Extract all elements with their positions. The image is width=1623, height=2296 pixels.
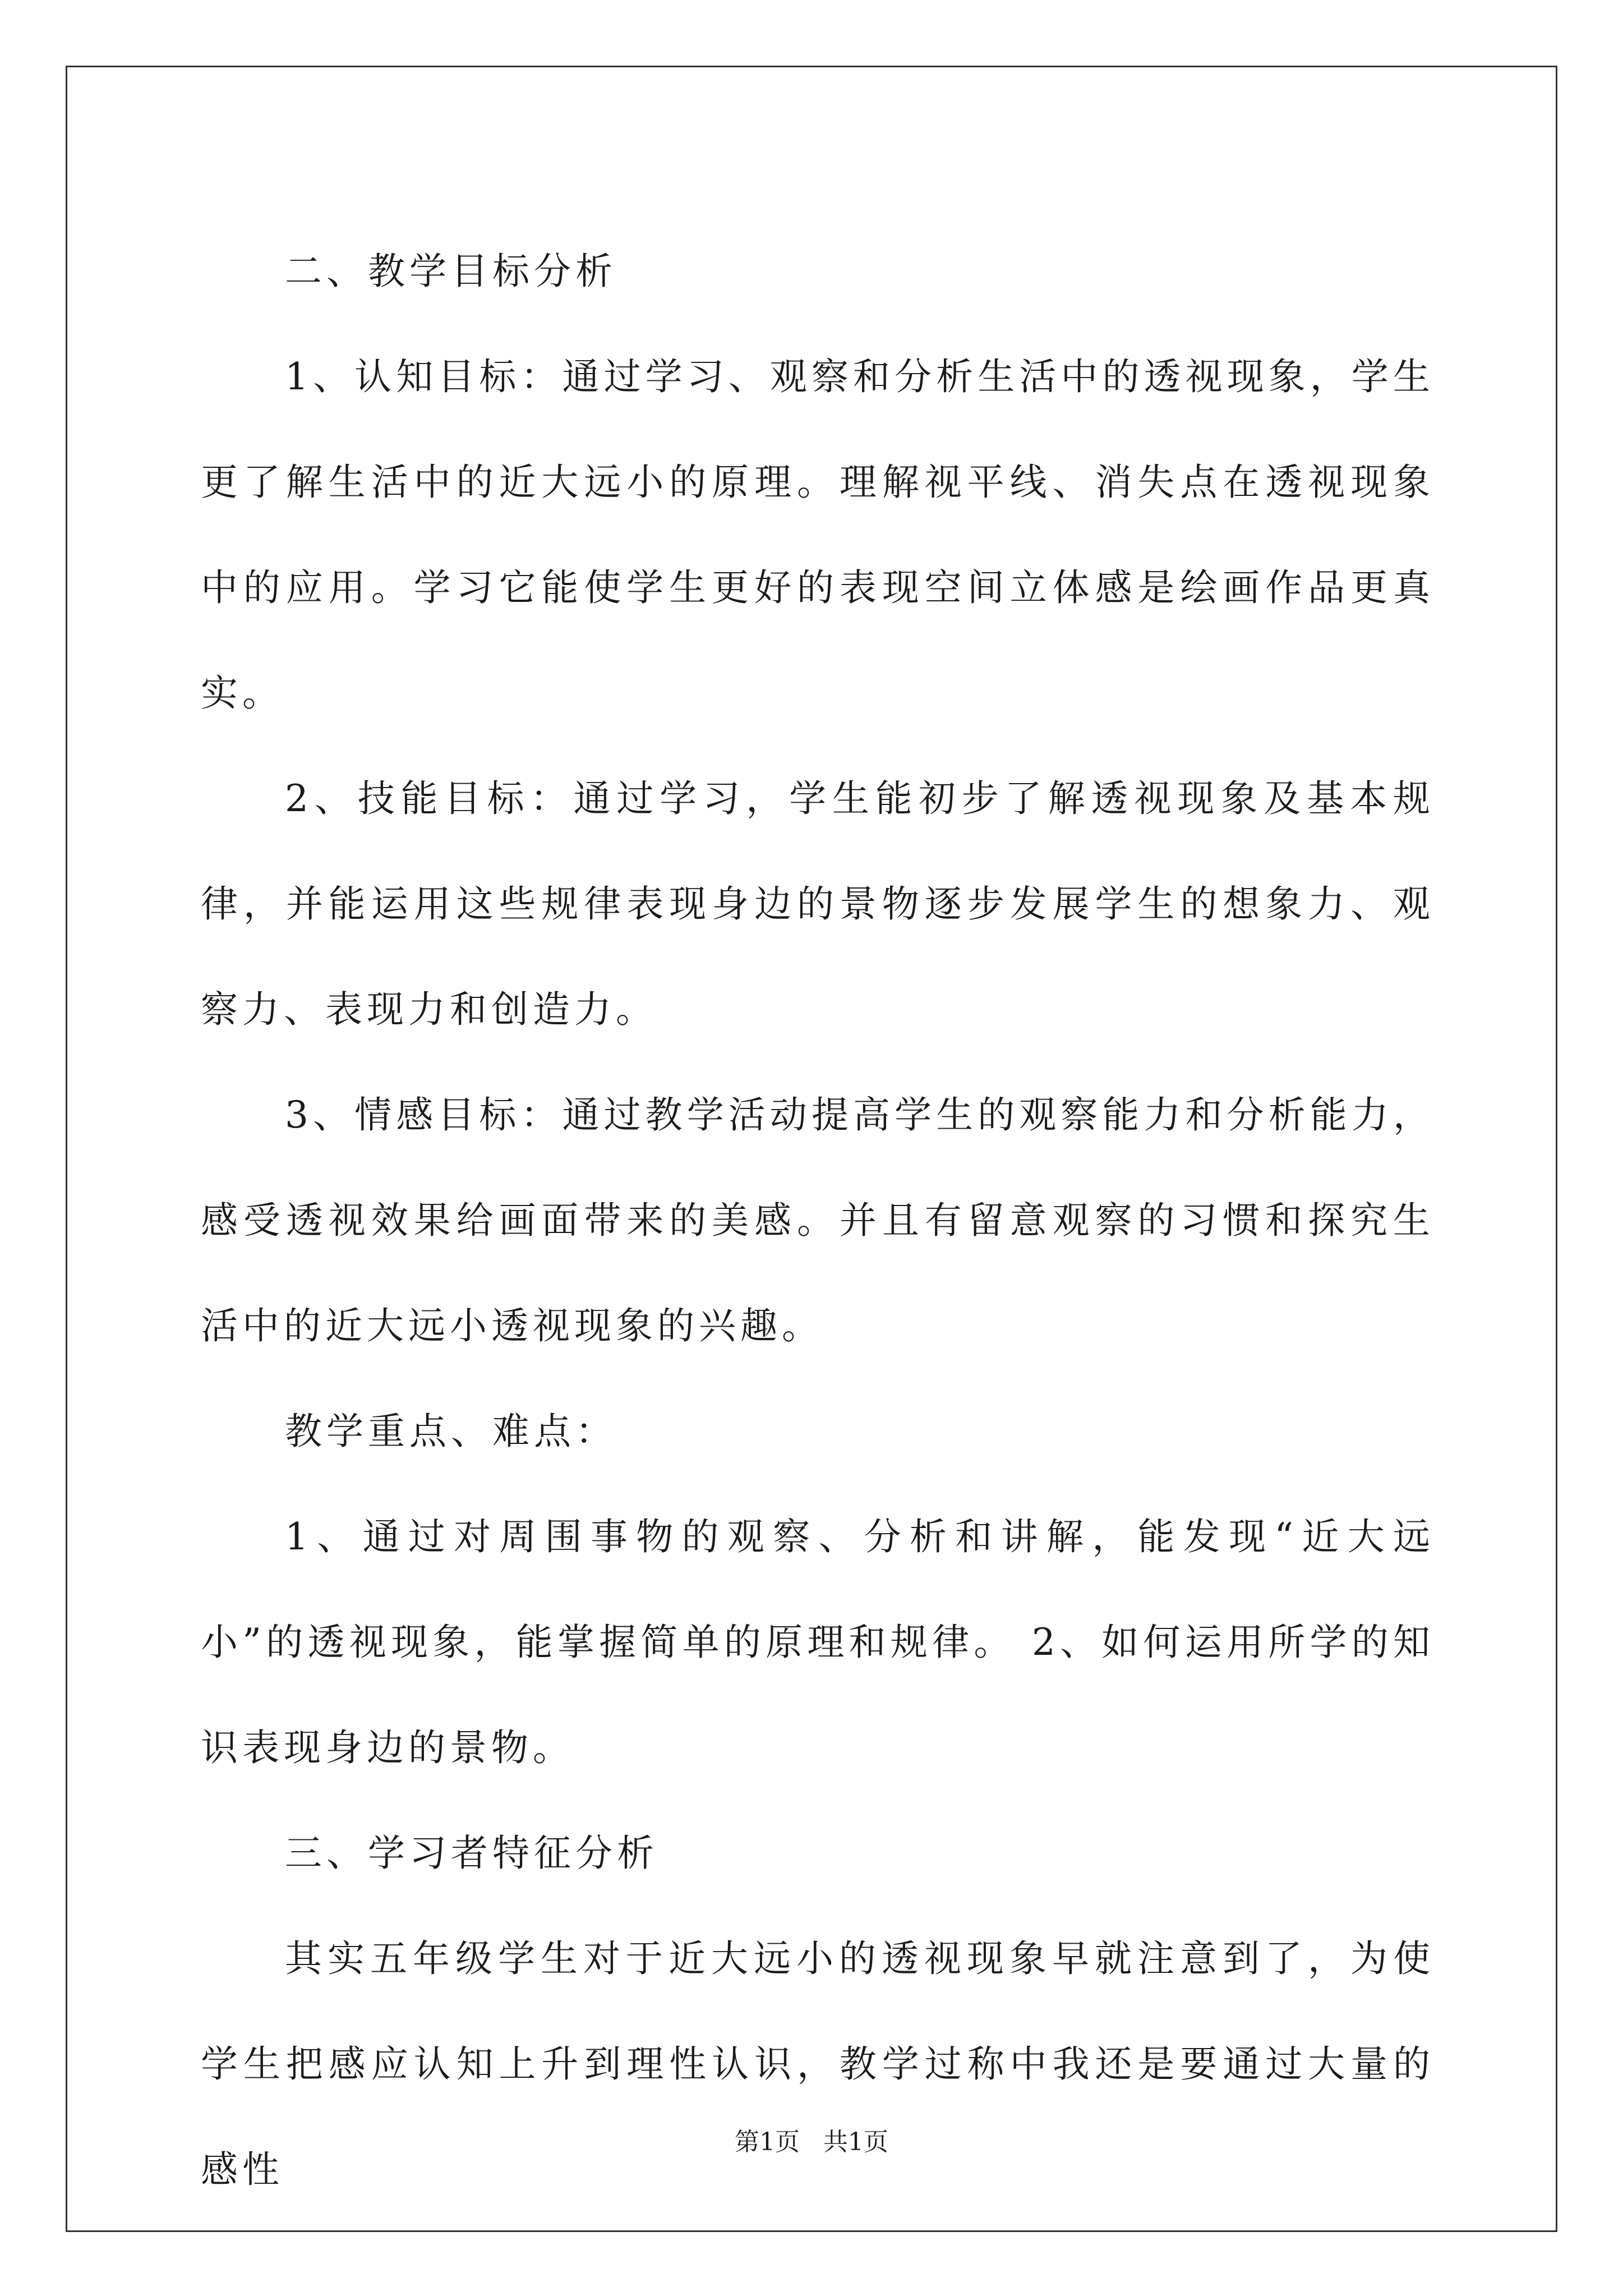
page-number: 第1页 bbox=[735, 2128, 800, 2156]
page-footer bbox=[0, 2122, 1623, 2157]
section-heading-learner-analysis: 三、学习者特征分析 bbox=[285, 1832, 658, 1875]
page-total: 共1页 bbox=[823, 2128, 888, 2156]
paragraph-key-points: 1、通过对周围事物的观察、分析和讲解，能发现“近大远小”的透视现象，能掌握简单的原理和规律。 2、如何运用所学的知识表现身边的景物。 bbox=[201, 1515, 1435, 1769]
section-heading-teaching-goals: 二、教学目标分析 bbox=[285, 250, 617, 293]
paragraph-learner-analysis: 其实五年级学生对于近大远小的透视现象早就注意到了，为使学生把感应认知上升到理性认识，教学过称中我还是要通过大量的感性 bbox=[201, 1937, 1435, 2191]
paragraph-skill-goal: 2、技能目标：通过学习，学生能初步了解透视现象及基本规律，并能运用这些规律表现身边的景物逐步发展学生的想象力、观察力、表现力和创造力。 bbox=[201, 777, 1435, 1031]
paragraph-emotional-goal: 3、情感目标：通过教学活动提高学生的观察能力和分析能力，感受透视效果给画面带来的美感。并且有留意观察的习惯和探究生活中的近大远小透视现象的兴趣。 bbox=[201, 1093, 1435, 1347]
heading-key-points: 教学重点、难点： bbox=[285, 1410, 617, 1453]
document-body bbox=[201, 219, 1435, 2223]
paragraph-cognitive-goal: 1、认知目标：通过学习、观察和分析生活中的透视现象，学生更了解生活中的近大远小的原理。理解视平线、消失点在透视现象中的应用。学习它能使学生更好的表现空间立体感是绘画作品更真实。 bbox=[201, 355, 1435, 715]
